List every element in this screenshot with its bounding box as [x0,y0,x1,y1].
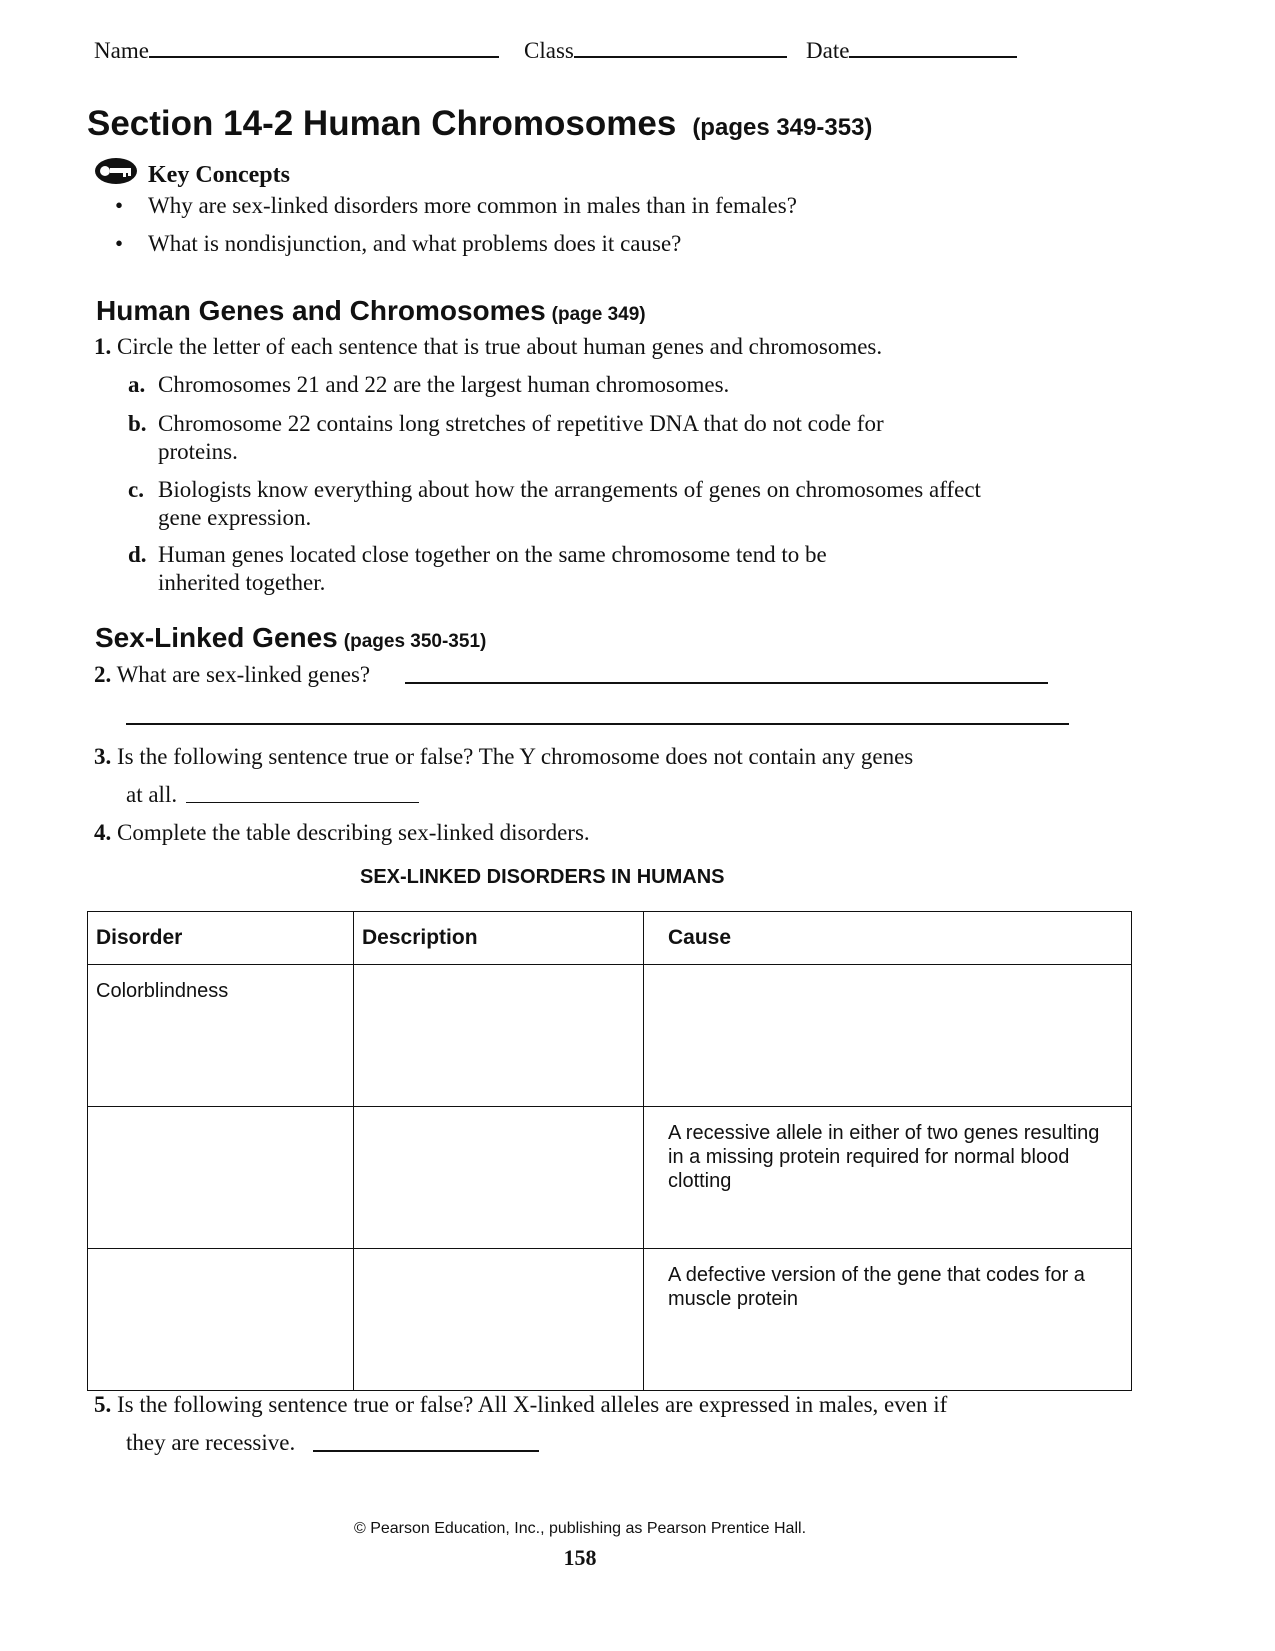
table-cell: A recessive allele in either of two genes resulting in a missing protein required for normal blood clotting [644,1107,1132,1249]
column-header: Disorder [88,912,354,965]
answer-line[interactable] [126,723,1069,725]
table-cell: A defective version of the gene that codes for a muscle protein [644,1249,1132,1391]
question-5: 5. Is the following sentence true or false? All X-linked alleles are expressed in males, even if [94,1392,948,1417]
table-cell-blank[interactable] [354,1249,644,1391]
option-c[interactable]: c. Biologists know everything about how the arrangements of genes on chromosomes affect gene expression. [128,477,981,530]
name-field [94,36,499,64]
table-cell-blank[interactable] [354,965,644,1107]
table-row [88,965,1132,1107]
table-cell-blank[interactable] [88,1107,354,1249]
table-cell-blank[interactable] [644,965,1132,1107]
key-concepts-label: Key Concepts [148,162,290,188]
column-header: Description [354,912,644,965]
option-b[interactable]: b. Chromosome 22 contains long stretches of repetitive DNA that do not code for proteins. [128,411,884,464]
section-title [87,104,872,144]
table-cell: Colorblindness [88,965,354,1107]
key-concept-item: • Why are sex-linked disorders more common in males than in females? [115,193,797,218]
table-header-row [88,912,1132,965]
question-3: 3. Is the following sentence true or false? The Y chromosome does not contain any genes [94,744,914,769]
question-4: 4. Complete the table describing sex-linked disorders. [94,820,590,845]
table-cell-blank[interactable] [88,1249,354,1391]
key-concept-item: • What is nondisjunction, and what problems does it cause? [115,231,682,256]
class-label: Class [524,38,574,63]
table-title: SEX-LINKED DISORDERS IN HUMANS [360,866,725,888]
answer-line[interactable] [313,1450,539,1452]
question-1: 1. Circle the letter of each sentence that is true about human genes and chromosomes. [94,334,883,359]
table-row [88,1107,1132,1249]
disorders-table [87,911,1132,1391]
page-number: 158 [563,1545,597,1570]
question-5-continued: they are recessive. [126,1430,296,1455]
date-label: Date [806,38,850,63]
section-title-text: Section 14-2 Human Chromosomes [87,104,677,143]
date-blank[interactable] [849,36,1017,58]
table-cell-blank[interactable] [354,1107,644,1249]
subsection-heading: Human Genes and Chromosomes (page 349) [96,295,646,326]
class-field [524,36,787,64]
bullet-icon: • [115,193,124,218]
key-icon [93,156,139,186]
answer-line[interactable] [186,802,419,803]
question-2: 2. What are sex-linked genes? [94,662,371,687]
name-blank[interactable] [149,36,499,58]
date-field [806,36,1017,64]
name-label: Name [94,38,149,63]
answer-line[interactable] [405,682,1048,684]
class-blank[interactable] [574,36,787,58]
option-d[interactable]: d. Human genes located close together on the same chromosome tend to be inherited together. [128,542,827,595]
column-header: Cause [644,912,1132,965]
section-pages: (pages 349-353) [692,114,873,141]
subsection-heading: Sex-Linked Genes (pages 350-351) [95,622,487,653]
table-row [88,1249,1132,1391]
question-3-continued: at all. [126,782,178,807]
bullet-icon: • [115,231,124,256]
option-a[interactable]: a. Chromosomes 21 and 22 are the largest human chromosomes. [128,372,730,397]
copyright-notice: © Pearson Education, Inc., publishing as Pearson Prentice Hall. [353,1520,807,1537]
